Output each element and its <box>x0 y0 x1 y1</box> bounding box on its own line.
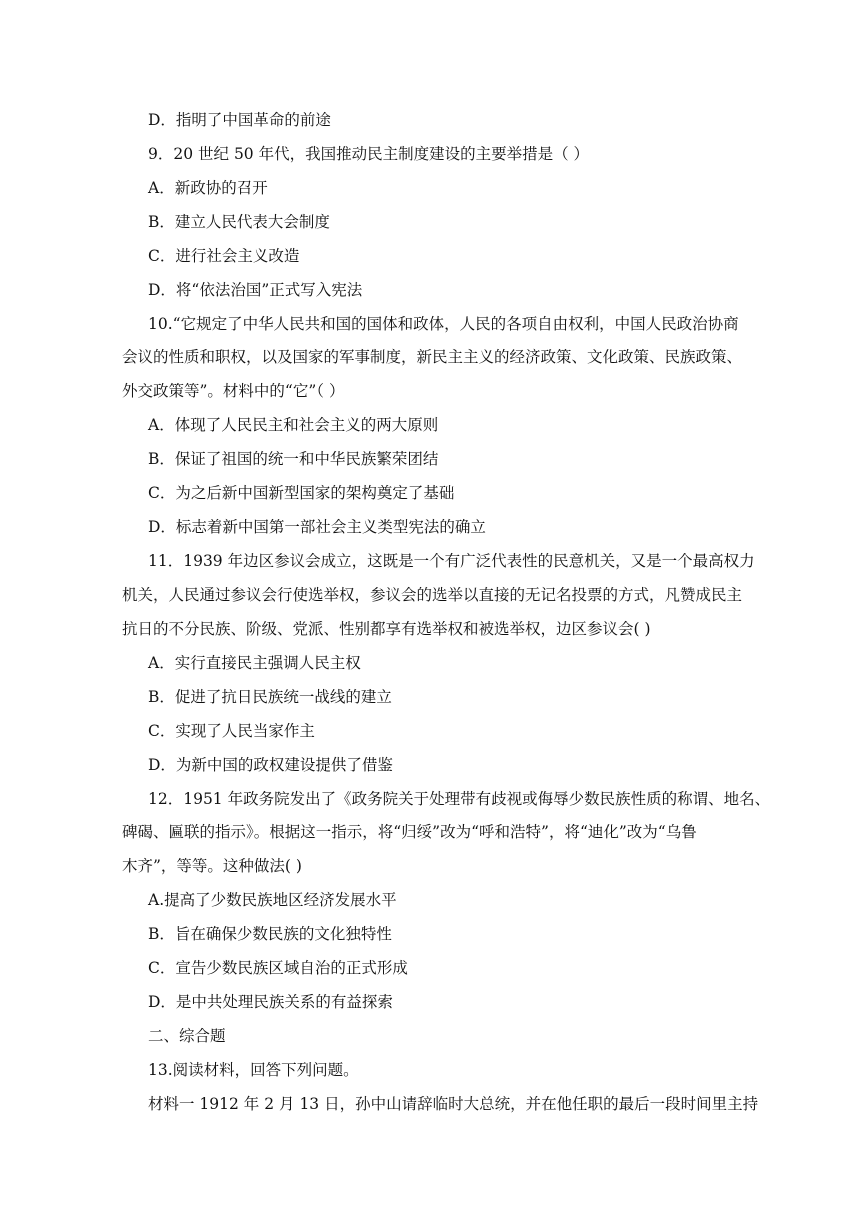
q11-stem-line-1: 11．1939 年边区参议会成立，这既是一个有广泛代表性的民意机关，又是一个最高权力 <box>148 552 755 570</box>
q11-stem-line-3: 抗日的不分民族、阶级、党派、性别都享有选举权和被选举权，边区参议会( ) <box>122 620 651 638</box>
q9-option-a: A．新政协的召开 <box>148 179 268 197</box>
q10-option-c: C．为之后新中国新型国家的架构奠定了基础 <box>148 484 455 502</box>
q8-option-d: D．指明了中国革命的前途 <box>148 111 331 129</box>
q11-option-b: B．促进了抗日民族统一战线的建立 <box>148 688 392 706</box>
q10-stem-line-3: 外交政策等”。材料中的“它”（ ） <box>122 382 345 400</box>
q10-stem-line-1: 10.“它规定了中华人民共和国的国体和政体，人民的各项自由权利，中国人民政治协商 <box>148 315 739 333</box>
q12-option-b: B．旨在确保少数民族的文化独特性 <box>148 925 392 943</box>
q10-option-b: B．保证了祖国的统一和中华民族繁荣团结 <box>148 450 439 468</box>
q9-stem: 9．20 世纪 50 年代，我国推动民主制度建设的主要举措是（ ） <box>148 145 590 163</box>
q11-option-c: C．实现了人民当家作主 <box>148 722 315 740</box>
q12-stem-line-1: 12．1951 年政务院发出了《政务院关于处理带有歧视或侮辱少数民族性质的称谓、地名、 <box>148 790 771 808</box>
q12-option-a: A.提高了少数民族地区经济发展水平 <box>148 891 397 909</box>
q12-stem-line-3: 木齐”，等等。这种做法( ) <box>122 857 302 875</box>
q9-option-c: C．进行社会主义改造 <box>148 247 300 265</box>
q11-option-d: D．为新中国的政权建设提供了借鉴 <box>148 756 393 774</box>
q10-stem-line-2: 会议的性质和职权，以及国家的军事制度，新民主主义的经济政策、文化政策、民族政策、 <box>122 348 743 366</box>
q13-material-1: 材料一 1912 年 2 月 13 日，孙中山请辞临时大总统，并在他任职的最后一段时间里主持 <box>148 1095 759 1113</box>
q11-option-a: A．实行直接民主强调人民主权 <box>148 654 361 672</box>
section-heading: 二、综合题 <box>148 1027 226 1045</box>
q12-option-d: D．是中共处理民族关系的有益探索 <box>148 993 393 1011</box>
q11-stem-line-2: 机关，人民通过参议会行使选举权，参议会的选举以直接的无记名投票的方式，凡赞成民主 <box>122 586 743 604</box>
q10-option-a: A．体现了人民民主和社会主义的两大原则 <box>148 416 439 434</box>
q13-stem: 13.阅读材料，回答下列问题。 <box>148 1061 359 1079</box>
q9-option-d: D．将“依法治国”正式写入宪法 <box>148 281 363 299</box>
q12-option-c: C．宣告少数民族区域自治的正式形成 <box>148 959 408 977</box>
q12-stem-line-2: 碑碣、匾联的指示》。根据这一指示，将“归绥”改为“呼和浩特”，将“迪化”改为“乌鲁 <box>122 823 697 841</box>
q10-option-d: D．标志着新中国第一部社会主义类型宪法的确立 <box>148 518 486 536</box>
q9-option-b: B．建立人民代表大会制度 <box>148 213 330 231</box>
